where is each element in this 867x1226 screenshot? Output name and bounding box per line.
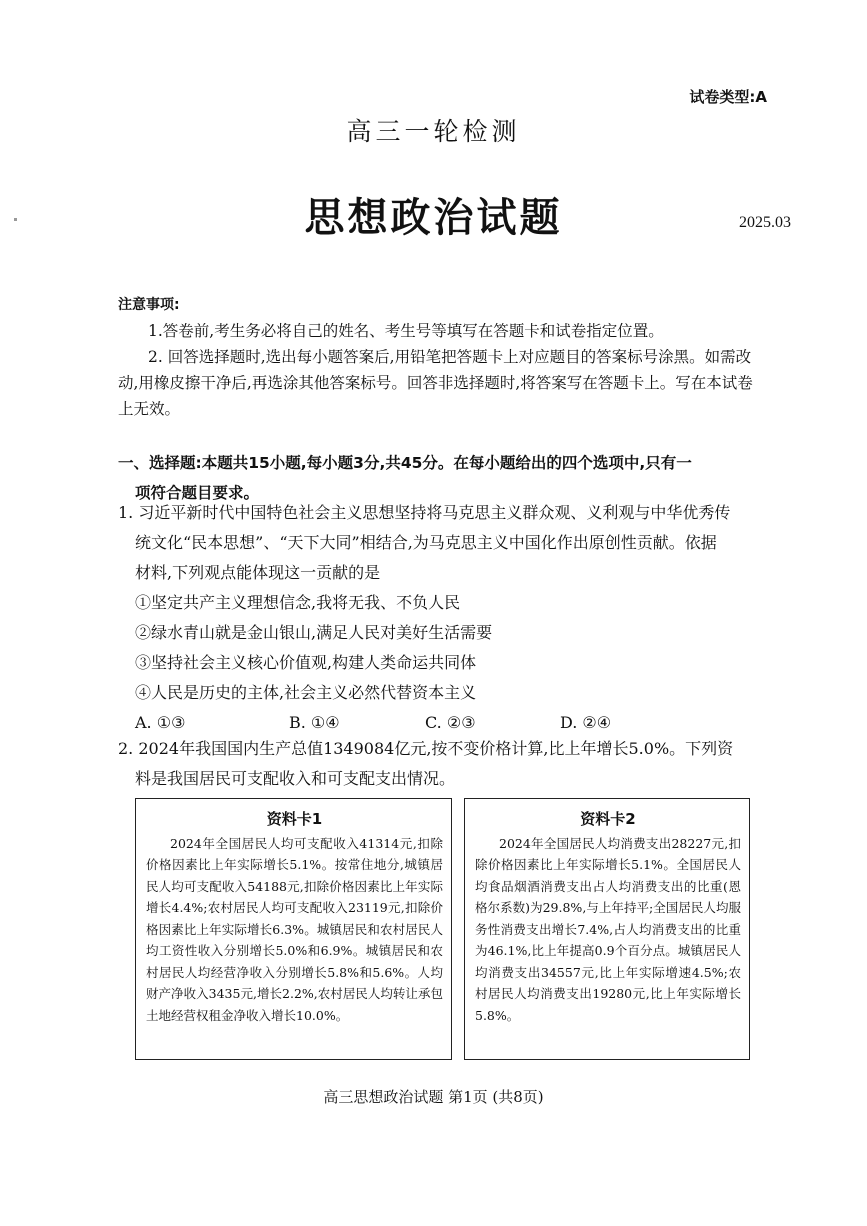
- option-d[interactable]: D. ②④: [560, 713, 612, 732]
- paper-type-label: 试卷类型:A: [689, 88, 767, 106]
- question-stem-line: 材料,下列观点能体现这一贡献的是: [135, 563, 381, 582]
- question-stem-line: 1. 习近平新时代中国特色社会主义思想坚持将马克思主义群众观、义利观与中华优秀传: [118, 503, 731, 522]
- question-stem-line: 统文化“民本思想”、“天下大同”相结合,为马克思主义中国化作出原创性贡献。依据: [135, 533, 717, 552]
- question-stem-line: 2. 2024年我国国内生产总值1349084亿元,按不变价格计算,比上年增长5.0%。下列资: [118, 739, 734, 758]
- instructions-block: [118, 292, 768, 422]
- exam-date: 2025.03: [739, 214, 791, 231]
- statement-2: ②绿水青山就是金山银山,满足人民对美好生活需要: [135, 623, 493, 642]
- question-2: [118, 734, 768, 794]
- data-card-2: [464, 798, 750, 1060]
- page-footer: 高三思想政治试题 第1页 (共8页): [323, 1088, 544, 1106]
- option-b[interactable]: B. ①④: [289, 713, 340, 732]
- option-c[interactable]: C. ②③: [425, 713, 476, 732]
- statement-1: ①坚定共产主义理想信念,我将无我、不负人民: [135, 593, 461, 612]
- statement-3: ③坚持社会主义核心价值观,构建人类命运共同体: [135, 653, 477, 672]
- question-1: [118, 498, 768, 738]
- option-a[interactable]: A. ①③: [135, 713, 186, 732]
- data-card-title: 资料卡2: [580, 810, 636, 828]
- instructions-heading: 注意事项:: [118, 297, 180, 313]
- instruction-item: 1.答卷前,考生务必将自己的姓名、考生号等填写在答题卡和试卷指定位置。: [148, 322, 664, 340]
- exam-series-title: 高三一轮检测: [346, 117, 521, 146]
- instruction-item: 2. 回答选择题时,选出每小题答案后,用铅笔把答题卡上对应题目的答案标号涂黑。如需改动,用橡皮擦干净后,再选涂其他答案标号。回答非选择题时,将答案写在答题卡上。写在本试卷上无效。: [118, 348, 753, 418]
- data-card-1: [135, 798, 452, 1060]
- data-card-text: 2024年全国居民人均可支配收入41314元,扣除价格因素比上年实际增长5.1%。按常住地分,城镇居民人均可支配收入54188元,扣除价格因素比上年实际增长4.4%;农村居民人均可支配收入23119元,扣除价格因素比上年实际增长6.3%。城镇居民和农村居民人均工资性收入分别增长5.0%和6.9%。城镇居民和农村居民人均经营净收入分别增长5.8%和5.6%。人均财产净收入3435元,增长2.2%,农村居民人均转让承包土地经营权租金净收入增长10.0%。: [146, 835, 443, 1023]
- exam-subject-title: 思想政治试题: [304, 194, 563, 241]
- section-heading-line: 一、选择题:本题共15小题,每小题3分,共45分。在每小题给出的四个选项中,只有一: [118, 454, 692, 472]
- data-card-text: 2024年全国居民人均消费支出28227元,扣除价格因素比上年实际增长5.1%。全国居民人均食品烟酒消费支出占人均消费支出的比重(恩格尔系数)为29.8%,与上年持平;全国居民人均服务性消费支出增长7.4%,占人均消费支出的比重为46.1%,比上年提高0.9个百分点。城镇居民人均消费支出34557元,比上年实际增速4.5%;农村居民人均消费支出19280元,比上年实际增长5.8%。: [475, 835, 741, 1023]
- data-card-title: 资料卡1: [266, 810, 323, 828]
- section-heading-line: 项符合题目要求。: [135, 484, 260, 502]
- question-stem-line: 料是我国居民可支配收入和可支配支出情况。: [135, 769, 456, 788]
- statement-4: ④人民是历史的主体,社会主义必然代替资本主义: [135, 683, 477, 702]
